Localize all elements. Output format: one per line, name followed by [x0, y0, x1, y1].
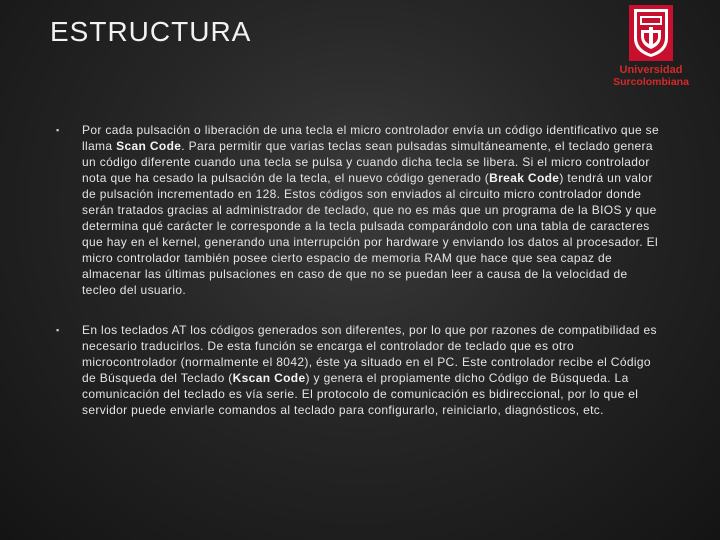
bullet-item-scan-code	[56, 122, 660, 298]
term-scan-code: Scan Code	[116, 139, 182, 153]
paragraph-text: ) tendrá un valor de pulsación incrementado en 128. Estos códigos son enviados al circuito micro controlador donde serán tratados gracias al administrador de teclado, que no es más que un programa de la BIOS y que determina qué carácter le corresponde a la tecla pulsada comparándolo con una tabla de caracteres que hay en el kernel, generando una interrupción por hardware y enviando los datos al procesador. El micro controlador también posee cierto espacio de memoria RAM que hace que sea capaz de almacenar las últimas pulsaciones en caso de que no se puedan leer a causa de la velocidad de tecleo del usuario.	[82, 171, 659, 297]
university-shield-icon	[628, 4, 674, 62]
paragraph-text: En los teclados AT los códigos generados son diferentes, por lo que por razones de compatibilidad es necesario traducirlos. De esta función se encarga el controlador de teclado que es otro microcontrolador (normalmente el 8042), éste ya situado en el PC. Este controlador recibe el Código de Búsqueda del Teclado (	[82, 323, 657, 385]
bullet-list	[56, 122, 660, 418]
bullet-paragraph	[82, 322, 660, 418]
slide-title: ESTRUCTURA	[50, 16, 252, 47]
bullet-marker: ▪	[56, 125, 60, 135]
term-kscan-code: Kscan Code	[232, 371, 306, 385]
university-logo	[606, 4, 696, 92]
paragraph-text: ) y genera el propiamente dicho Código de Búsqueda. La comunicación del teclado es vía serie. El protocolo de comunicación es bidireccional, por lo que el servidor puede enviarle comandos al teclado para configurarlo, reiniciarlo, diagnósticos, etc.	[82, 371, 639, 417]
term-break-code: Break Code	[489, 171, 560, 185]
logo-text-line1: Universidad	[619, 64, 683, 76]
bullet-paragraph	[82, 122, 660, 298]
logo-text-line2: Surcolombiana	[613, 76, 689, 88]
paragraph-text: . Para permitir que varias teclas sean pulsadas simultáneamente, el teclado genera un código diferente cuando una tecla se pulsa y cuando dicha tecla se libera. Si el micro controlador nota que ha cesado la pulsación de la tecla, el nuevo código generado (	[82, 139, 653, 185]
paragraph-text: Por cada pulsación o liberación de una tecla el micro controlador envía un código identificativo que se llama	[82, 123, 660, 153]
bullet-marker: ▪	[56, 325, 60, 335]
bullet-item-at-keyboards	[56, 322, 660, 418]
